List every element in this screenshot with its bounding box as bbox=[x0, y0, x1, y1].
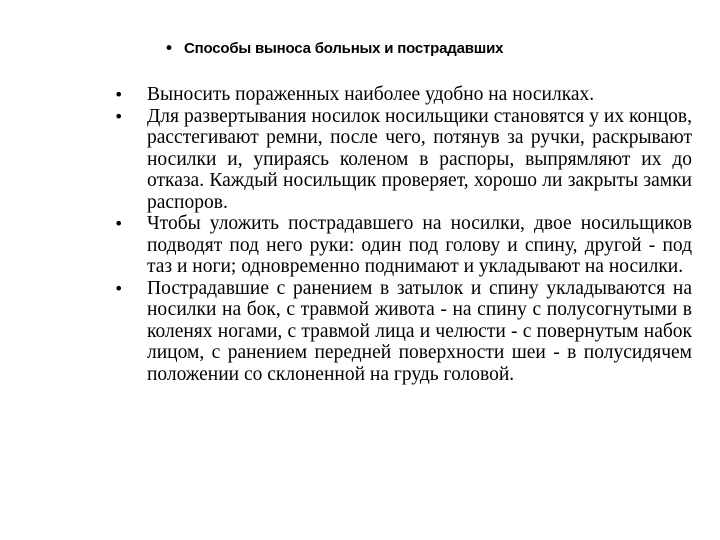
bullet-list bbox=[114, 84, 692, 385]
bullet-icon: • bbox=[114, 85, 124, 104]
list-item bbox=[114, 213, 692, 278]
list-item-text: Выносить пораженных наиболее удобно на носилках. bbox=[147, 84, 595, 105]
slide-title-row bbox=[164, 36, 503, 62]
list-item-text: Пострадавшие с ранением в затылок и спину укладываются на носилки на бок, с травмой живота - на спину с полусогнутыми в коленях ногами, с травмой лица и челюсти - с повернутым набок лицом, с ранением передней поверхности шеи - в полусидячем положении со склоненной на грудь головой. bbox=[147, 277, 692, 385]
list-item-text: Чтобы уложить пострадавшего на носилки, двое носильщиков подводят под него руки: один под голову и спину, другой - под таз и ноги; одновременно поднимают и укладывают на носилки. bbox=[147, 213, 692, 277]
slide-title: Способы выноса больных и пострадавших bbox=[184, 40, 504, 57]
bullet-icon: • bbox=[114, 278, 124, 298]
title-bullet-icon: • bbox=[164, 39, 175, 59]
list-item bbox=[114, 84, 692, 106]
bullet-icon: • bbox=[114, 214, 124, 233]
list-item-text: Для развертывания носилок носильщики становятся у их концов, расстегивают ремни, после чего, потянув за ручки, раскрывают носилки и, упираясь коленом в распоры, выпрямляют их до отказа. Каждый носильщик проверяет, хорошо ли закрыты замки распоров. bbox=[147, 105, 692, 213]
bullet-icon: • bbox=[114, 106, 124, 126]
list-item bbox=[114, 278, 692, 386]
list-item bbox=[114, 106, 692, 214]
